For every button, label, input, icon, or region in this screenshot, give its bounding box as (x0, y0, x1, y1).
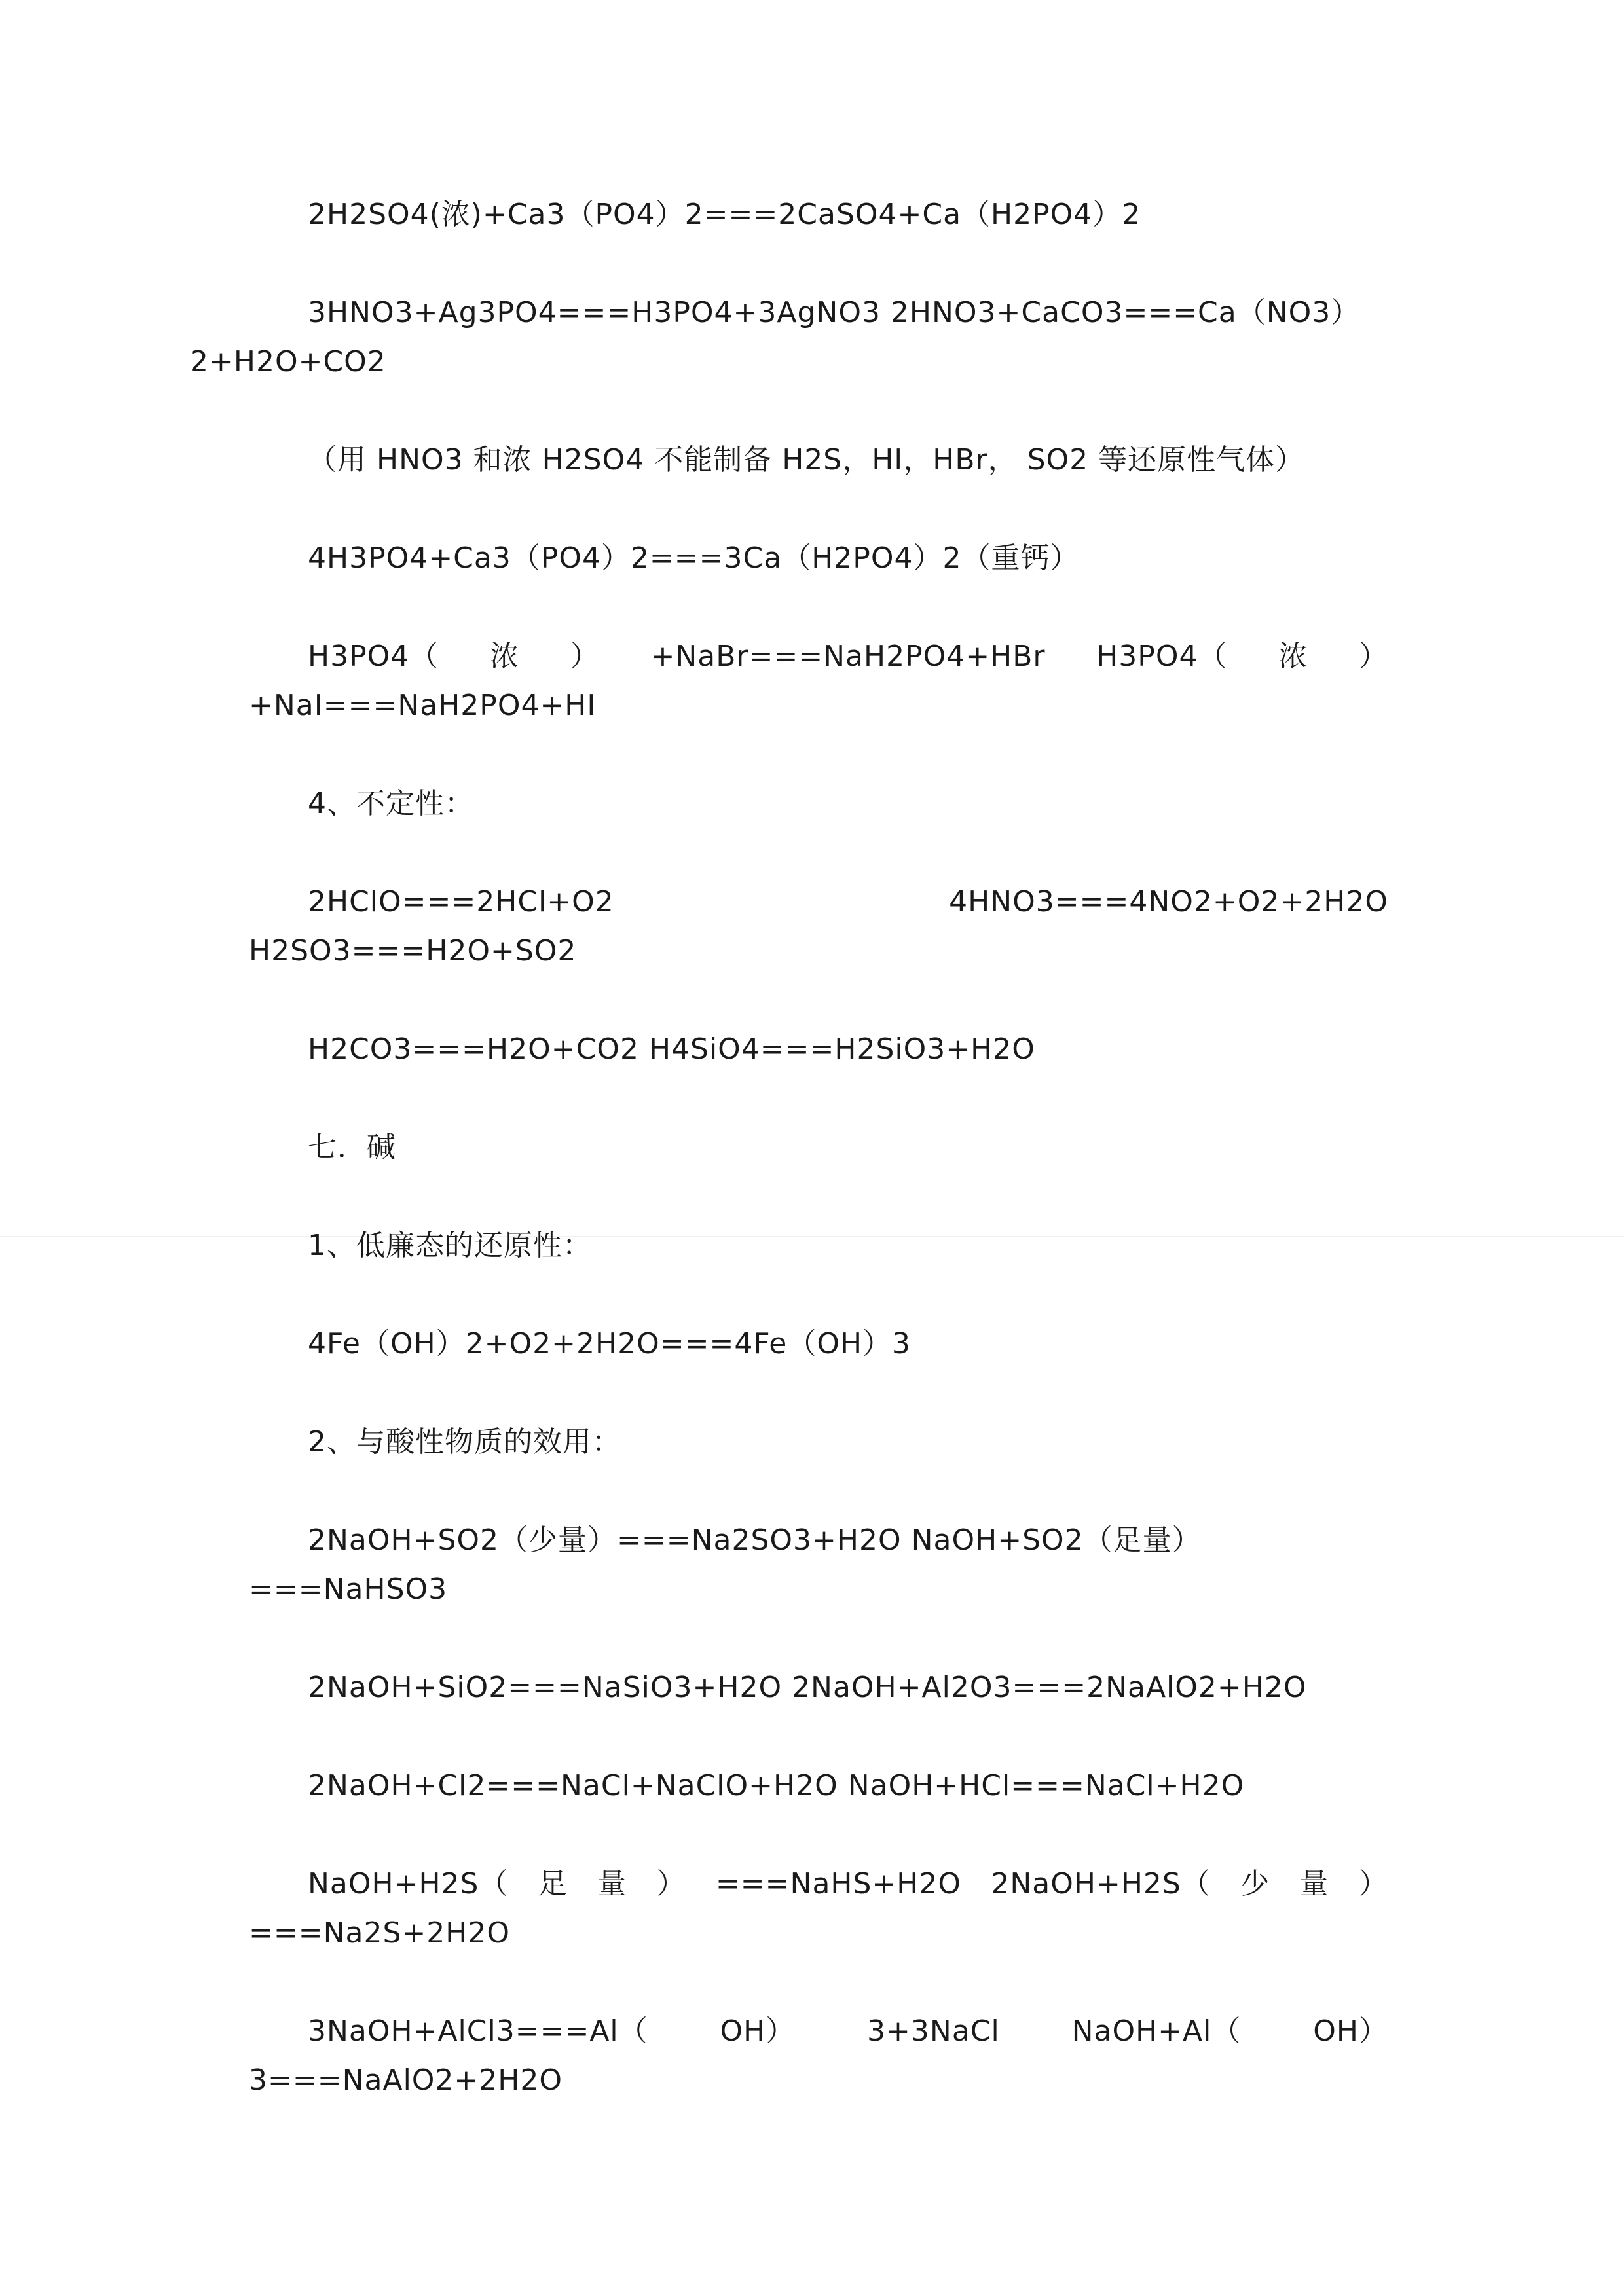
paragraph-1 (249, 190, 1388, 239)
equation-text: 3HNO3+Ag3PO4===H3PO4+3AgNO3 2HNO3+CaCO3===Ca（NO3） (308, 296, 1361, 329)
equation-fragment: 3+3NaCl (867, 2014, 1000, 2048)
note-text: （用 HNO3 和浓 H2SO4 不能制备 H2S，HI，HBr， SO2 等还原性气体） (308, 443, 1305, 477)
justified-line (308, 877, 1388, 926)
equation-fragment: NaOH+H2S（ (308, 1867, 509, 1901)
paragraph-15 (249, 1761, 1388, 1810)
equation-text: 2NaOH+Cl2===NaCl+NaClO+H2O NaOH+HCl===NaCl+H2O (308, 1769, 1245, 1802)
justified-line (308, 632, 1388, 681)
equation-text: 2H2SO4(浓)+Ca3（PO4）2===2CaSO4+Ca（H2PO4）2 (308, 198, 1141, 231)
justified-line (308, 1859, 1388, 1908)
paragraph-2 (190, 288, 1388, 386)
equation-text-continued: 3===NaAlO2+2H2O (249, 2064, 563, 2097)
paragraph-13 (249, 1516, 1388, 1614)
paragraph-16 (249, 1859, 1388, 1958)
equation-fragment: 浓 (490, 640, 519, 673)
equation-text-continued: +NaI===NaH2PO4+HI (249, 689, 597, 722)
equation-fragment: ） (570, 640, 600, 673)
equation-fragment: ） (656, 1867, 686, 1901)
equation-fragment: NaOH+Al（ (1071, 2014, 1242, 2048)
equation-fragment: H3PO4（ (1096, 640, 1228, 673)
equation-text-continued: H2SO3===H2O+SO2 (249, 934, 577, 968)
equation-text: 4H3PO4+Ca3（PO4）2===3Ca（H2PO4）2（重钙） (308, 541, 1080, 575)
equation-fragment: 量 (597, 1867, 627, 1901)
paragraph-6 (249, 779, 1388, 828)
equation-text: 4Fe（OH）2+O2+2H2O===4Fe（OH）3 (308, 1327, 912, 1360)
paragraph-4 (249, 534, 1388, 583)
section-heading: 4、不定性： (308, 787, 474, 820)
equation-fragment: ===NaHS+H2O (715, 1867, 961, 1901)
paragraph-8 (249, 1025, 1388, 1074)
equation-fragment: OH） (720, 2014, 796, 2048)
section-heading: 七．碱 (308, 1131, 396, 1164)
paragraph-5 (249, 632, 1388, 730)
equation-text: H2CO3===H2O+CO2 H4SiO4===H2SiO3+H2O (308, 1032, 1035, 1066)
paragraph-7 (249, 877, 1388, 975)
equation-fragment: 少 (1240, 1867, 1270, 1901)
paragraph-3 (249, 435, 1388, 484)
equation-text: 2NaOH+SiO2===NaSiO3+H2O 2NaOH+Al2O3===2NaAlO2+H2O (308, 1671, 1307, 1704)
paragraph-17 (249, 2007, 1388, 2105)
equation-fragment: 3NaOH+AlCl3===Al（ (308, 2014, 648, 2048)
justified-line (308, 2007, 1388, 2056)
paragraph-10 (249, 1221, 1388, 1270)
equation-fragment: ） (1358, 640, 1388, 673)
equation-fragment: +NaBr===NaH2PO4+HBr (650, 640, 1046, 673)
equation-text-continued: ===Na2S+2H2O (249, 1916, 510, 1950)
equation-fragment: ） (1358, 1867, 1388, 1901)
equation-fragment: 浓 (1278, 640, 1308, 673)
paragraph-14 (249, 1663, 1388, 1712)
equation-fragment: 2NaOH+H2S（ (991, 1867, 1211, 1901)
equation-text: 2NaOH+SO2（少量）===Na2SO3+H2O NaOH+SO2（足量）===NaHSO3 (249, 1523, 1202, 1606)
equation-fragment: 2HClO===2HCl+O2 (308, 885, 614, 919)
equation-fragment: 量 (1299, 1867, 1329, 1901)
equation-fragment: H3PO4（ (308, 640, 439, 673)
section-heading: 2、与酸性物质的效用： (308, 1425, 621, 1459)
section-heading: 1、低廉态的还原性： (308, 1229, 592, 1262)
paragraph-9 (249, 1123, 1388, 1172)
equation-fragment: 足 (538, 1867, 568, 1901)
paragraph-12 (249, 1417, 1388, 1467)
equation-fragment: OH） (1313, 2014, 1388, 2048)
equation-text-continued: 2+H2O+CO2 (190, 345, 386, 378)
paragraph-11 (249, 1319, 1388, 1368)
equation-fragment: 4HNO3===4NO2+O2+2H2O (949, 885, 1388, 919)
document-body (190, 190, 1388, 2154)
